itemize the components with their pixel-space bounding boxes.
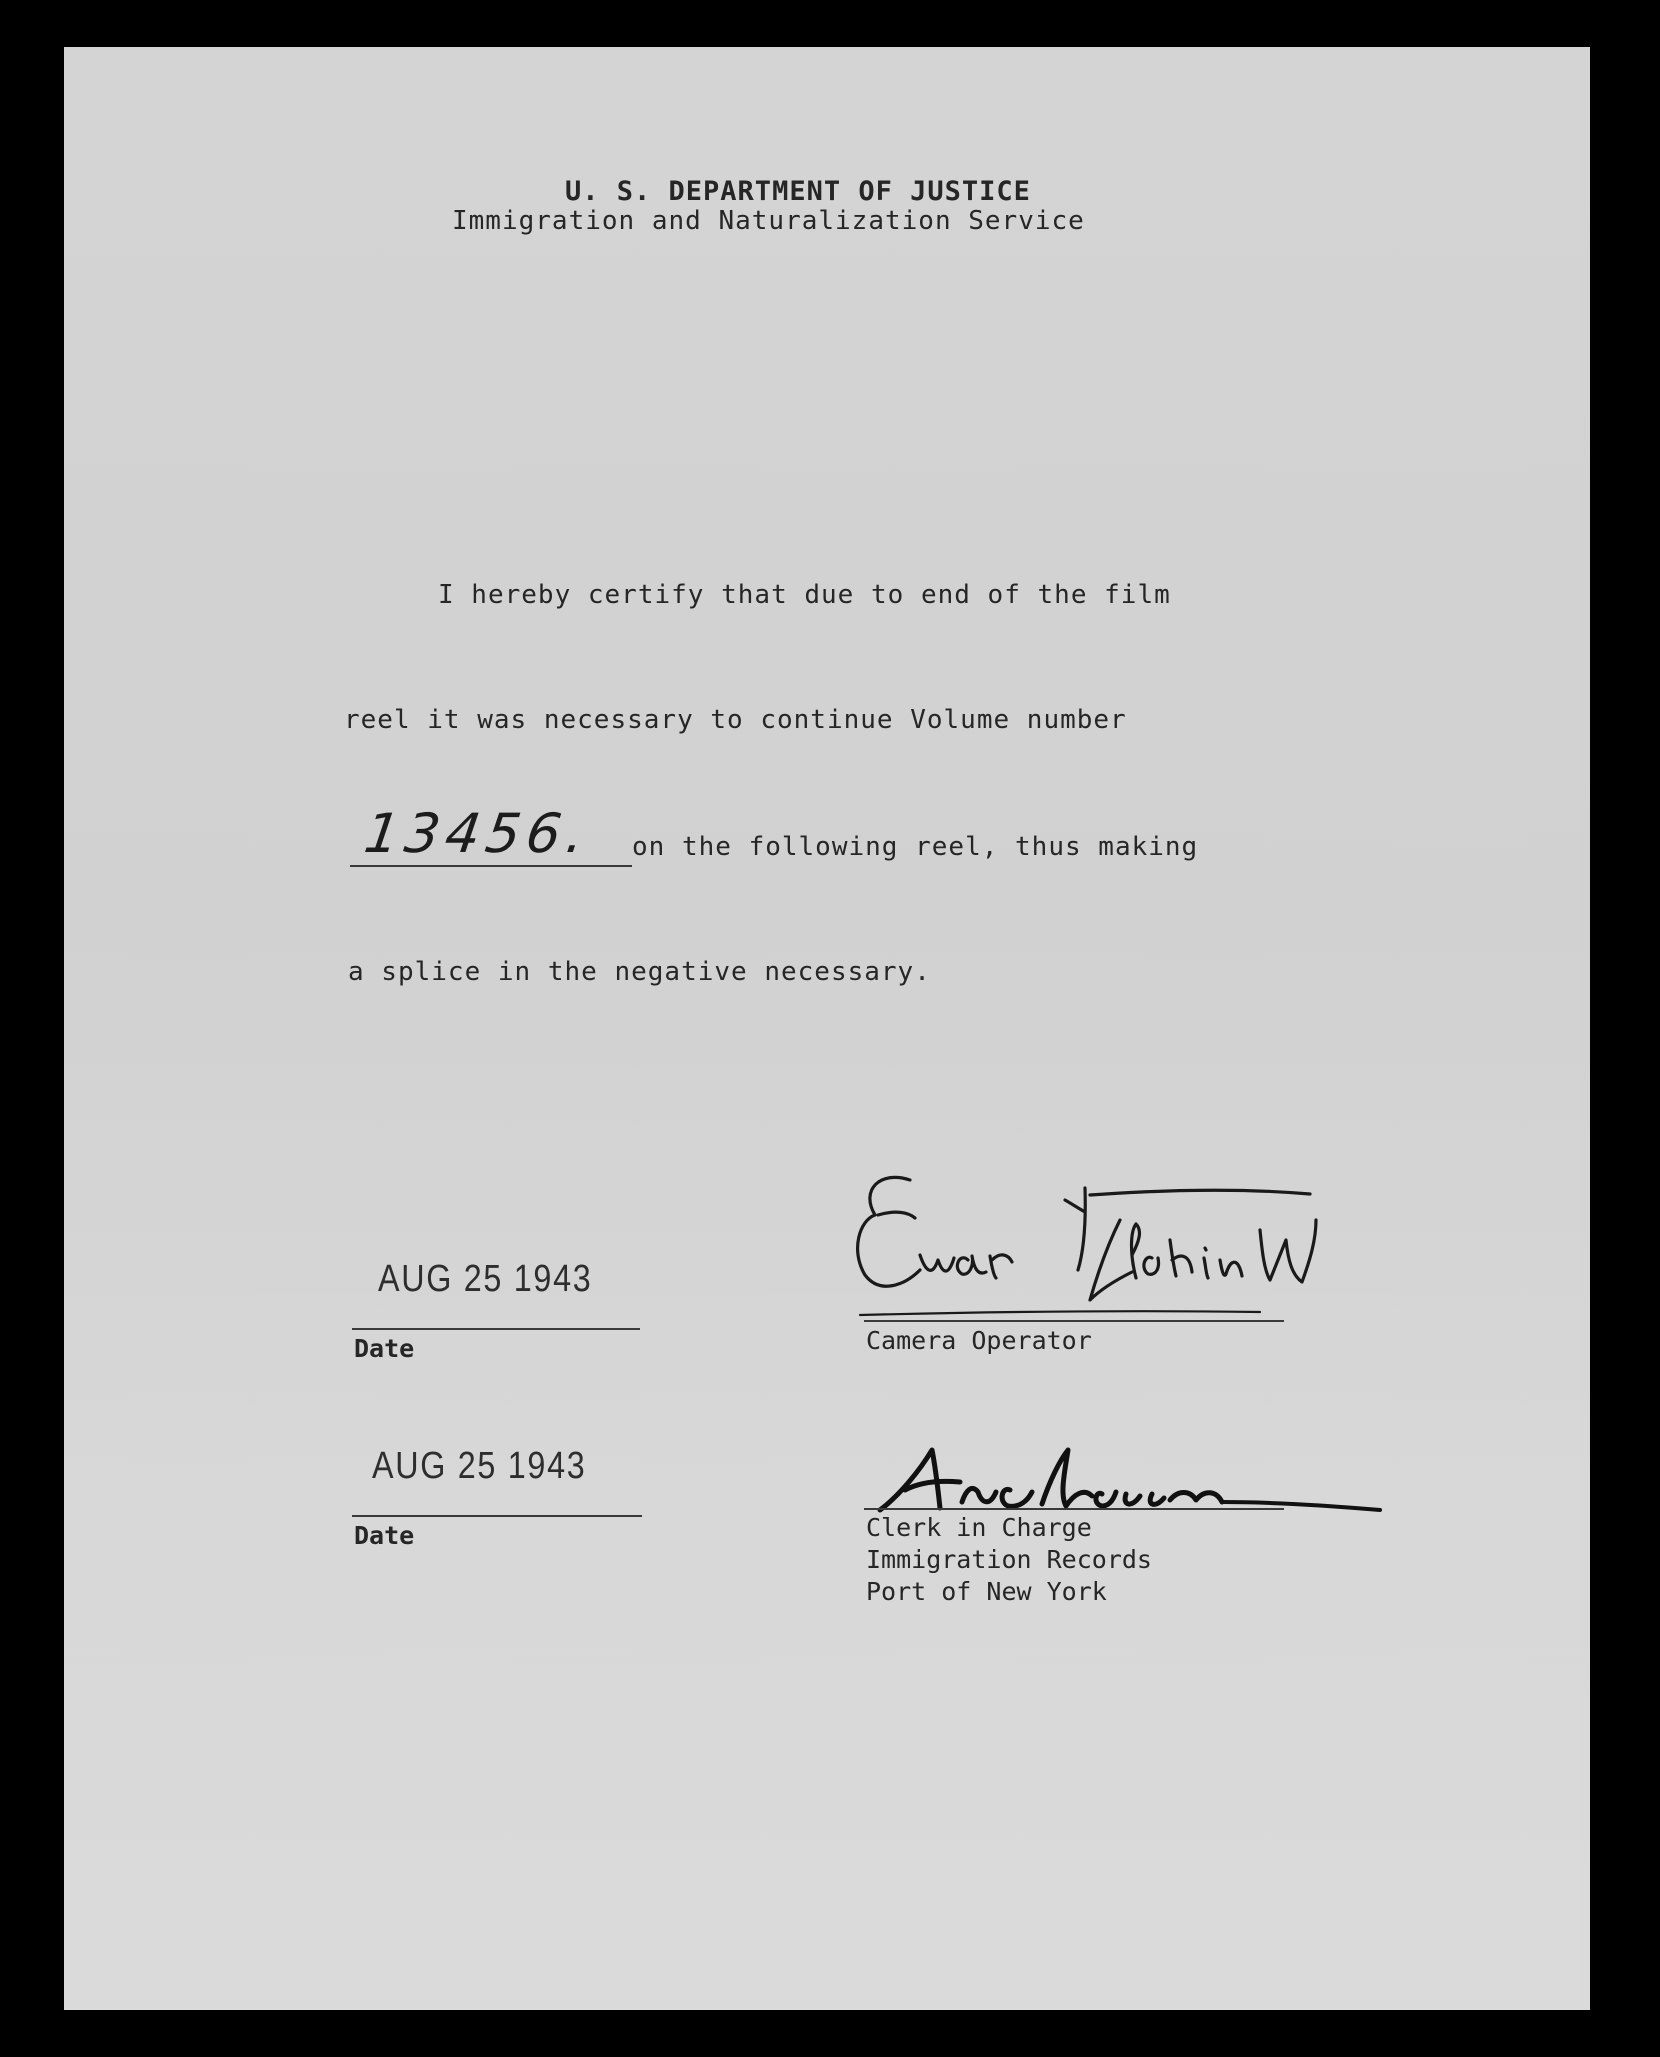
certification-line-4: a splice in the negative necessary. bbox=[348, 957, 931, 987]
date-stamp-1: AUG 25 1943 bbox=[378, 1258, 593, 1300]
clerk-department: Immigration Records bbox=[866, 1545, 1152, 1574]
certification-line-3: on the following reel, thus making bbox=[632, 832, 1199, 862]
volume-number: 13456. bbox=[360, 802, 595, 865]
clerk-title: Clerk in Charge bbox=[866, 1513, 1092, 1542]
date-line-2 bbox=[352, 1515, 642, 1517]
volume-number-underline bbox=[350, 865, 632, 867]
camera-operator-signature bbox=[840, 1160, 1400, 1330]
date-label-2: Date bbox=[354, 1521, 415, 1550]
date-label-1: Date bbox=[354, 1334, 415, 1363]
clerk-location: Port of New York bbox=[866, 1577, 1107, 1606]
camera-operator-line bbox=[864, 1320, 1284, 1322]
date-stamp-2: AUG 25 1943 bbox=[372, 1445, 587, 1487]
department-heading: U. S. DEPARTMENT OF JUSTICE bbox=[565, 176, 1031, 207]
service-heading: Immigration and Naturalization Service bbox=[452, 206, 1085, 236]
certification-line-2: reel it was necessary to continue Volume number bbox=[344, 705, 1127, 735]
camera-operator-label: Camera Operator bbox=[866, 1326, 1092, 1355]
certification-line-1: I hereby certify that due to end of the film bbox=[438, 580, 1171, 610]
date-line-1 bbox=[352, 1328, 640, 1330]
clerk-line bbox=[864, 1508, 1284, 1510]
document-page bbox=[64, 47, 1590, 2010]
